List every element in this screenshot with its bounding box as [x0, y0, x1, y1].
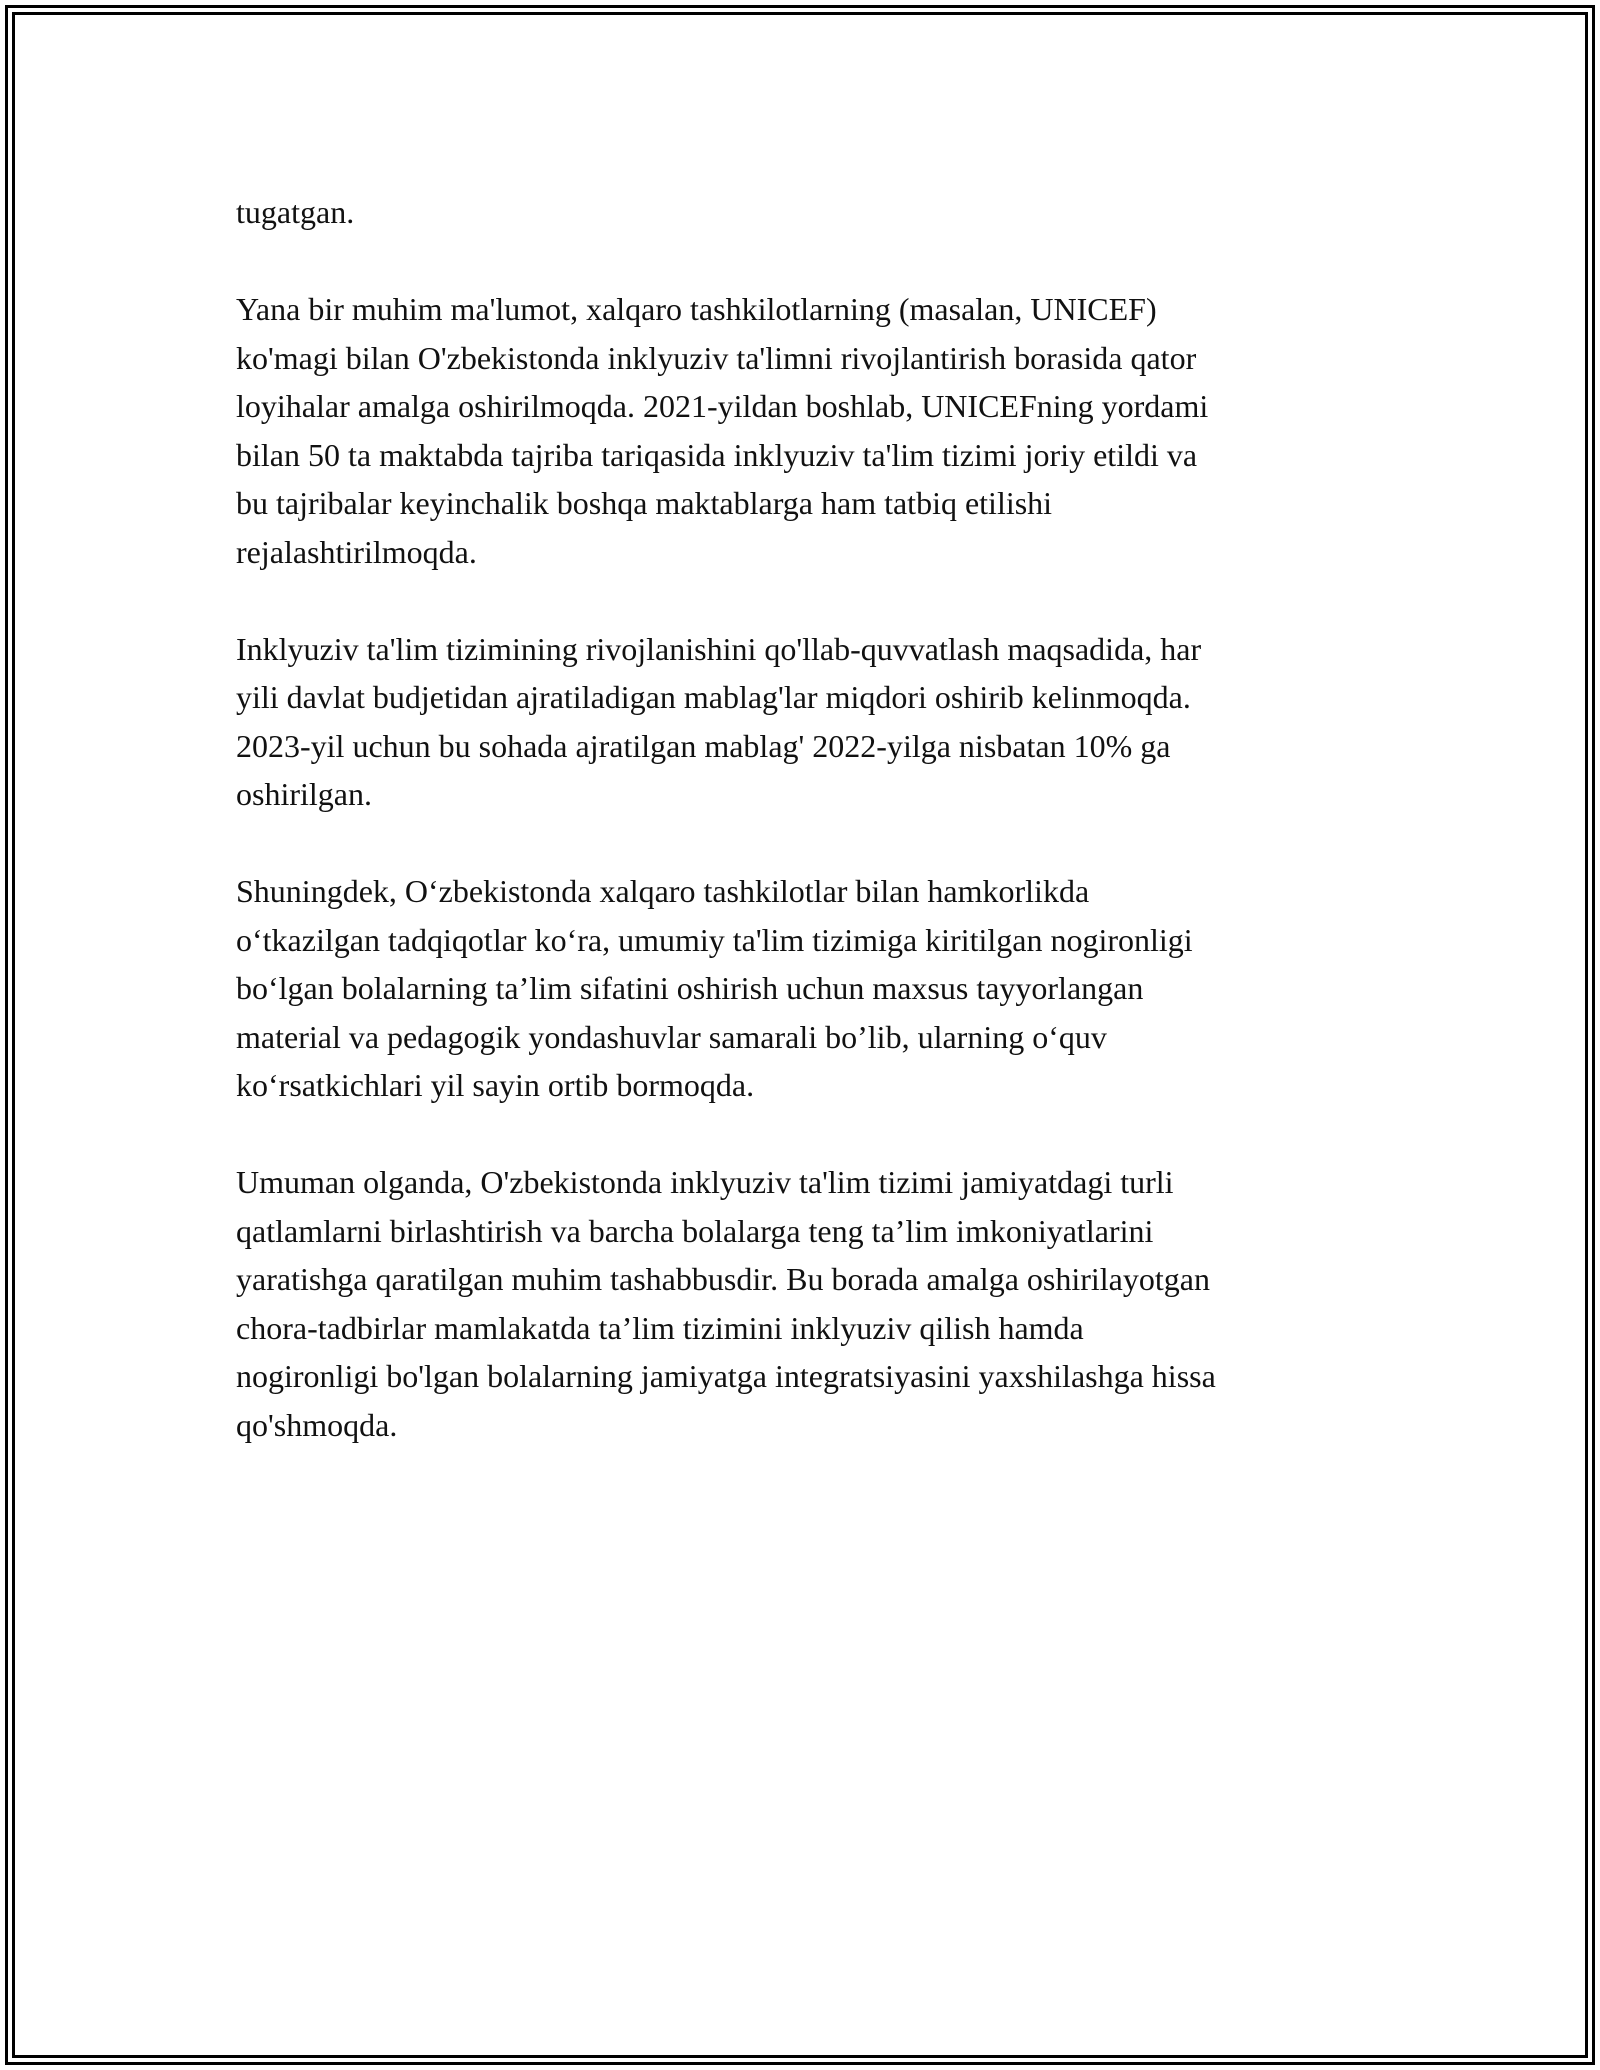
paragraph-research-results: Shuningdek, O‘zbekistonda xalqaro tashkilotlar bilan hamkorlikda o‘tkazilgan tadqiqotlar ko‘ra, umumiy ta'lim tizimiga kiritilgan nogironligi bo‘lgan bolalarning ta’lim sifatini oshirish uchun maxsus tayyorlangan material va pedagogik yondashuvlar samarali bo’lib, ularning o‘quv ko‘rsatkichlari yil sayin ortib bormoqda.: [236, 873, 1193, 1103]
paragraph-unicef-projects: Yana bir muhim ma'lumot, xalqaro tashkilotlarning (masalan, UNICEF) ko'magi bilan O'zbekistonda inklyuziv ta'limni rivojlantirish borasida qator loyihalar amalga oshirilmoqda. 2021-yildan boshlab, UNICEFning yordami bilan 50 ta maktabda tajriba tariqasida inklyuziv ta'lim tizimi joriy etildi va bu tajribalar keyinchalik boshqa maktablarga ham tatbiq etilishi rejalashtirilmoqda.: [236, 291, 1209, 570]
paragraph-budget-funding: Inklyuziv ta'lim tizimining rivojlanishini qo'llab-quvvatlash maqsadida, har yili davlat budjetidan ajratiladigan mablag'lar miqdori oshirib kelinmoqda. 2023-yil uchun bu sohada ajratilgan mablag' 2022-yilga nisbatan 10% ga oshirilgan.: [236, 630, 1202, 812]
document-body: [236, 188, 1376, 1449]
paragraph-conclusion: Umuman olganda, O'zbekistonda inklyuziv ta'lim tizimi jamiyatdagi turli qatlamlarni birlashtirish va barcha bolalarga teng ta’lim imkoniyatlarini yaratishga qaratilgan muhim tashabbusdir. Bu borada amalga oshirilayotgan chora-tadbirlar mamlakatda ta’lim tizimini inklyuziv qilish hamda nogironligi bo'lgan bolalarning jamiyatga integratsiyasini yaxshilashga hissa qo'shmoqda.: [236, 1164, 1216, 1443]
paragraph-continuation: tugatgan.: [236, 194, 355, 230]
